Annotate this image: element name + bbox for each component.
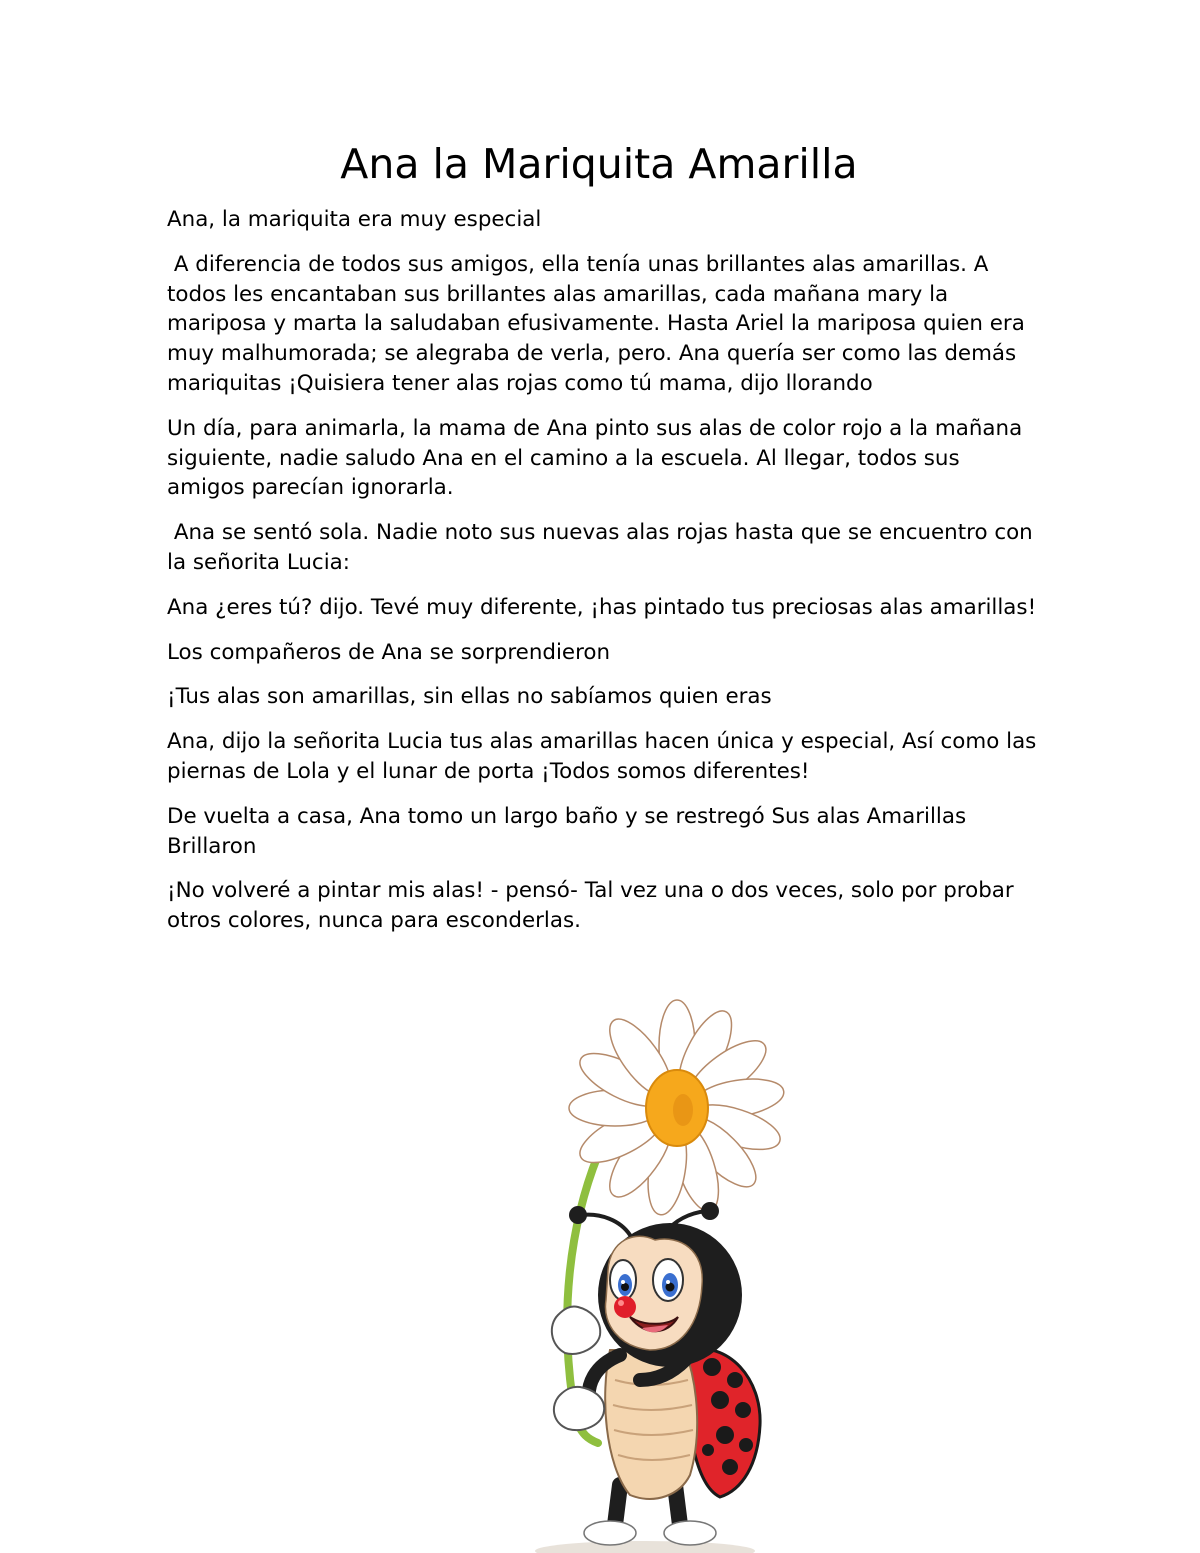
paragraph: De vuelta a casa, Ana tomo un largo baño y se restregó Sus alas Amarillas Brillaron — [167, 803, 973, 859]
ground-shadow — [535, 1541, 755, 1553]
paragraph: Ana ¿eres tú? dijo. Tevé muy diferente, ¡has pintado tus preciosas alas amarillas! — [167, 594, 1037, 620]
paragraph: Un día, para animarla, la mama de Ana pinto sus alas de color rojo a la mañana siguiente, nadie saludo Ana en el camino a la escuela. Al llegar, todos sus amigos parecían ignorarla. — [167, 415, 1029, 501]
nose — [614, 1296, 636, 1318]
ladybug-with-daisy-illustration — [480, 995, 810, 1553]
daisy-petals — [569, 1000, 786, 1217]
paragraph: ¡Tus alas son amarillas, sin ellas no sabíamos quien eras — [167, 684, 772, 710]
document-title: Ana la Mariquita Amarilla — [340, 140, 858, 188]
paragraph: A diferencia de todos sus amigos, ella tenía unas brillantes alas amarillas. A todos les encantaban sus brillantes alas amarillas, cada mañana mary la mariposa y marta la saludaban efusivamente. Hasta Ariel la mariposa quien era muy malhumorada; se alegraba de verla, pero. Ana quería ser como las demás mariquitas ¡Quisiera tener alas rojas como tú mama, dijo llorando — [167, 251, 1032, 396]
story-body — [167, 205, 1044, 951]
paragraph: Los compañeros de Ana se sorprendieron — [167, 639, 611, 665]
paragraph: Ana se sentó sola. Nadie noto sus nuevas alas rojas hasta que se encuentro con la señorita Lucia: — [167, 520, 1040, 575]
paragraph: Ana, dijo la señorita Lucia tus alas amarillas hacen única y especial, Así como las piernas de Lola y el lunar de porta ¡Todos somos diferentes! — [167, 729, 1044, 784]
paragraph: Ana, la mariquita era muy especial — [167, 207, 542, 232]
paragraph: ¡No volveré a pintar mis alas! - pensó- Tal vez una o dos veces, solo por probar otros colores, nunca para esconderlas. — [167, 878, 1021, 934]
